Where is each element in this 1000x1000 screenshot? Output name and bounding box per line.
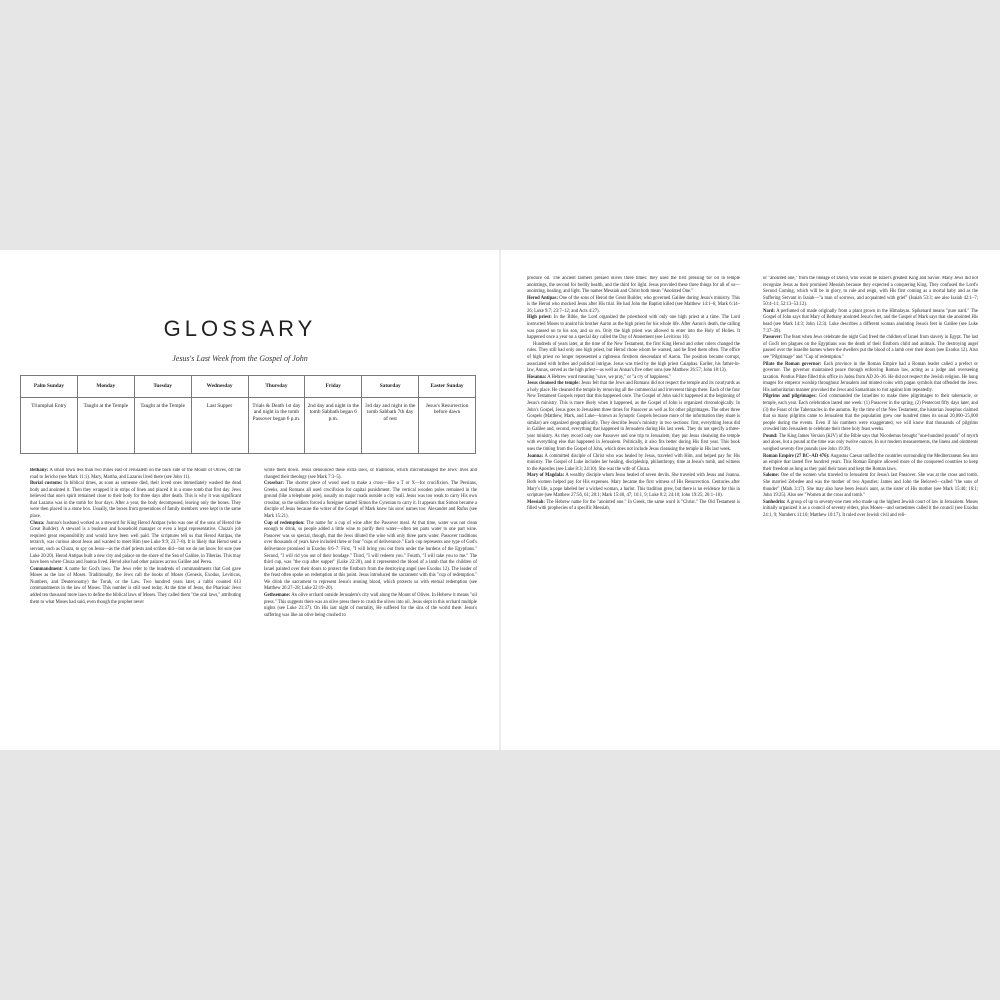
glossary-term: High priest:: [527, 315, 552, 321]
glossary-term: Bethany:: [30, 468, 49, 473]
left-page: [0, 250, 499, 750]
glossary-entry: [763, 473, 978, 499]
glossary-term: Commandment:: [30, 566, 63, 572]
glossary-definition: The shorter piece of wood used to make a cross—like a T or X—for crucifixion. The Persians, Greeks, and Romans all used crucifixion for capital punishment. The vertical wooden poles remained in the ground (like a telephone pole), usually on major roads outside a city wall. Jesus was too weak to carry His own crossbar, so the soldiers forced a foreigner named Simon the Cyrenian to carry it. It appears that Simon became a disciple of Jesus because the writer of the Gospel of Mark knew his sons' names too: Alexander and Rufus (see Mark 15:21).: [264, 481, 477, 520]
table-cell: 2nd day and night in the tomb Sabbath began 6 p.m.: [305, 398, 362, 454]
glossary-definition: In the Bible, the Lord organized the priesthood with only one high priest at a time. The Lord instructed Moses to anoint his brother Aaron as the high priest for his whole life. After Aaron's death, the calling was passed on to his son, and so on. Only the high priest was allowed to enter into the Holy of Holies. It happened once a year on a special day called the Day of Atonement (see Leviticus 16).: [527, 315, 740, 341]
table-header-cell: Thursday: [248, 376, 305, 398]
glossary-entry: [527, 500, 740, 513]
glossary-entry: [763, 434, 978, 454]
book-spread: [0, 250, 1000, 750]
glossary-definition: Joanna's husband worked as a steward for King Herod Antipas (who was one of the sons of Herod the Great Builder). A steward is a business and household manager or even a legal representative. Chuza's job required great responsibility and would have been well paid. The scriptures tell us that Herod Antipas, the tetrarch, was curious about Jesus and wanted to meet Him (see Luke 9:9; 23:7–8). It is likely that Herod sent a servant, such as Chuza, to spy on Jesus—as the chief priests and scribes did—but we do not know for sure (see Luke 20:20). Herod Antipas built a new city and palace on the shore of the Sea of Galilee, in Tiberias. This may have been where Chuza and Joanna lived. Herod also had other palaces across Galilee and Perea.: [30, 520, 241, 566]
glossary-term: Hosanna:: [527, 374, 547, 380]
glossary-entry: [527, 375, 740, 382]
glossary-column-2: [256, 468, 477, 750]
glossary-entry: [30, 521, 241, 567]
table-header-cell: Monday: [77, 376, 134, 398]
glossary-entry: [763, 394, 978, 433]
glossary-entry: [527, 315, 740, 374]
glossary-definition: The name for a cup of wine after the Passover meal. At that time, water was not clean enough to drink, so people added a little wine to purify their water—often ten parts water to one part wine. Passover was so special, though, that the Jews diluted the wine with only three parts water. Passover traditions over thousands of years have included three or four "cups of deliverance." Each cup represents one type of God's deliverance promised in Exodus 6:6–7: First, "I will bring you out from under the burdens of the Egyptians." Second, "I will rid you out of their bondage." Third, "I will redeem you." Fourth, "I will take you to me." The third cup, was "the cup after supper" (Luke 22:20), and it represented the blood of a lamb that the children of Israel painted over their doors to protect the firstborn from the destroying angel (see Exodus 12). The leader of the feast often spoke on redemption at this point. Jesus introduced the sacrament with this "cup of redemption." We drink the sacrament to represent Jesus's atoning blood, which protects us with eternal redemption (see Matthew 26:27–28; Luke 22:19–20).: [264, 520, 477, 592]
glossary-column-4: [755, 276, 978, 750]
glossary-term: Passover:: [763, 335, 783, 341]
glossary-definition: One of the sons of Herod the Great Builder, who governed Galilee during Jesus's ministry. This is the Herod who mocked Jesus after His trial. He had John the Baptist killed (see Matthew 14:1–6; Mark 6:14–26; Luke 9:7; 23:7–12; and Acts 4:27).: [527, 295, 740, 314]
glossary-entry: [30, 468, 241, 481]
glossary-entry: [527, 454, 740, 474]
table-header-cell: Easter Sunday: [419, 376, 476, 398]
glossary-entry: [30, 567, 241, 606]
glossary-term: Salome:: [763, 473, 780, 479]
glossary-term: Jesus cleansed the temple:: [527, 381, 580, 387]
glossary-entry: [264, 521, 477, 593]
glossary-definition: A committed disciple of Christ who was healed by Jesus, traveled with Him, and helped pay for His ministry. The Gospel of Luke includes her healing, discipleship, philanthropy, time at Jesus's tomb, and witness to the Apostles (see Luke 8:3; 24:10). She was the wife of Chuza.: [527, 453, 740, 472]
glossary-definition: A name for God's laws. The Jews refer to the hundreds of commandments that God gave Moses as the law of Moses. Traditionally, the Jews call the books of Moses (Genesis, Exodus, Leviticus, Numbers, and Deuteronomy) the Torah, or the Law. Two hundred years later, a rabbi counted 613 commandments in the law of Moses. This number is still used today. At the time of Jesus, the Pharisaic Jews added ten thousand more laws to define the biblical laws of Moses. They called them "the oral laws," attributing them to what Moses had said, even though the prophet never: [30, 566, 241, 605]
glossary-definition: The Hebrew name for the "anointed one." In Greek, the same word is "Christ." The Old Testament is filled with prophecies of a specific Messiah,: [527, 499, 740, 512]
glossary-definition: The feast when Jews celebrate the night God freed the children of Israel from slavery in Egypt. The last of God's ten plagues on the Egyptians was the death of their firstborn child and animals. The destroying angel passed over the Israelite homes where the dwellers put the blood of a lamb over their doors (see Exodus 12). Also see "Pilgrimage" and "Cup of redemption.": [763, 335, 978, 360]
glossary-term: Joanna:: [527, 453, 544, 459]
glossary-term: Messiah:: [527, 499, 545, 505]
glossary-definition: A group of up to seventy-one men who made up the highest Jewish court of law in Jerusalem. Moses initially organized it as a council of seventy elders, plus Moses—and sometimes called it the council (see Exodus 24:1, 9; Numbers 11:16; Matthew 10:17). It ruled over Jewish civil and reli-: [763, 499, 978, 518]
glossary-list: [755, 276, 978, 519]
glossary-definition: A Hebrew word meaning "save, we pray," or "a cry of happiness.": [546, 374, 672, 380]
table-header-cell: Palm Sunday: [21, 376, 78, 398]
glossary-list: [519, 276, 740, 513]
table-cell: Taught at the Temple: [134, 398, 191, 454]
page-title: GLOSSARY: [163, 316, 317, 341]
glossary-term: Herod Antipas:: [527, 295, 558, 301]
table-header-cell: Wednesday: [191, 376, 248, 398]
table-row: [21, 398, 476, 454]
glossary-entry: [527, 381, 740, 453]
glossary-column-3: [519, 276, 740, 750]
table-cell: Last Supper: [191, 398, 248, 454]
glossary-definition: Each province in the Roman Empire had a Roman leader called a prefect or governor. The governor maintained peace through enforcing Roman law, acting as a judge and overseeing taxation. Pontius Pilate filled this office in Judea from AD 26–36. He did not respect the Jewish religion. He hung images for emperor worship throughout Jerusalem and minted coins with pagan symbols that offended the Jews. His authoritarian manner provoked the Jews and Samaritans to riot against him repeatedly.: [763, 361, 978, 393]
glossary-list: [22, 468, 241, 606]
glossary-definition-paragraph: Hundreds of years later, at the time of the New Testament, the first King Herod and other rulers changed the rules. They still had only one high priest, but Herod chose whom he wanted, and he fired them often. The office of high priest no longer represented a righteous firstborn descendant of Aaron. The position became corrupt, associated with bribes and political intrigue. Jesus was tried by the high priest Caiaphas. Earlier, his father-in-law, Annas, served as the high priest—as well as Annas's five other sons (see Matthew 26:57; John 18:13).: [527, 341, 740, 374]
glossary-term: Pound:: [763, 433, 778, 439]
table-header-cell: Tuesday: [134, 376, 191, 398]
glossary-definition: One of the women who traveled to Jerusalem for Jesus's last Passover. She was at the cross and tomb. She married Zebedee and was the mother of two Apostles: James and John the Beloved—called "the sons of thunder" (Mark 3:17). She may also have been Jesus's aunt, as the sister of His mother (see Mark 15:40; 16:1; John 19:25). Also see "Women at the cross and tomb.": [763, 473, 978, 499]
glossary-definition: A perfumed oil made originally from a plant grown in the Himalayas. Spikenard means "pure nard." The Gospel of John says that Mary of Bethany anointed Jesus's feet, and the Gospel of Mark says that she anointed His head (see Mark 14:3; John 12:3). Luke describes a different woman anointing Jesus's feet in Galilee (see Luke 7:37–39).: [763, 308, 978, 334]
glossary-term: Burial customs:: [30, 481, 63, 487]
glossary-entry: [264, 481, 477, 520]
glossary-entry: [264, 468, 477, 481]
glossary-definition: A small town less than two miles east of Jerusalem on the back side of the Mount of Olives, off the road to Jericho (see Mark 11:1). Mary, Martha, and Lazarus lived there (see John 11).: [30, 468, 241, 480]
glossary-term: Gethsemane:: [264, 592, 291, 598]
glossary-term: Roman Empire (27 BC–AD 476):: [763, 453, 830, 459]
table-header-cell: Saturday: [362, 376, 419, 398]
glossary-definition: or "anointed one," from the lineage of David, who would be Israel's greatest King and Savior. Many Jews did not recognize Jesus as their promised Messiah because they expected a conquering King. They confused the Lord's Second Coming, which will be in glory, to rule and reign, with His first coming as a mortal baby and as the Suffering Servant in Isaiah—"a man of sorrows, and acquainted with grief" (Isaiah 53:3; see also Isaiah 42:1–7; 50:4–11; 52:13–53:12).: [763, 276, 978, 308]
glossary-definition: In biblical times, as soon as someone died, their loved ones immediately washed the dead body and anointed it. Then they wrapped it in strips of linen and placed it in a stone tomb that first day. Jews believed that one's spirit remained close to their body for three days after death. This is why it was significant that Lazarus was in the tomb for four days. After a year, the body decomposed, leaving only the bones. They were then placed in a stone box. Usually, the boxes from generations of family members were kept in the same place.: [30, 481, 241, 520]
right-page: [501, 250, 1000, 750]
last-week-table: [20, 375, 476, 454]
glossary-entry: [527, 473, 740, 499]
glossary-term: Sanhedrin:: [763, 499, 786, 505]
glossary-definition: A wealthy disciple whom Jesus healed of seven devils. She traveled with Jesus and Joanna. Both women helped pay for His expenses. Mary became the first witness of His Resurrection. Centuries after Mary's life, a pope labeled her a wicked woman, a harlot. This tradition grew, but there is no evidence for this in scripture (see Matthew 27:56, 61; 28:1; Mark 15:40, 47; 16:1, 9; Luke 8:2; 24:10; John 19:25; 20:1–18).: [527, 473, 740, 499]
glossary-term: Mary of Magdala:: [527, 473, 565, 479]
glossary-entry: [527, 296, 740, 316]
glossary-definition: produce oil. The ancient farmers pressed olives three times: they used the first pressing for oil in temple anointings, the second for bodily health, and the third for light. Jesus provided these three things for all of us—anointing, healing, and light. The names Messiah and Christ both mean "Anointed One.": [527, 276, 740, 295]
table-cell: 3rd day and night in the tomb Sabbath 7th day of rest: [362, 398, 419, 454]
table-caption: Jesus's Last Week from the Gospel of John: [172, 354, 308, 363]
glossary-term: Cup of redemption:: [264, 520, 305, 526]
table-cell: Trials & Death 1st day and night in the tomb Passover began 6 p.m.: [248, 398, 305, 454]
table-header-cell: Friday: [305, 376, 362, 398]
table-cell: Triumphal Entry: [21, 398, 78, 454]
glossary-entry: [763, 335, 978, 361]
glossary-entry: [527, 276, 740, 296]
glossary-entry: [763, 276, 978, 309]
table-cell: Jesus's Resurrection before dawn: [419, 398, 476, 454]
glossary-term: Pilate the Roman governor:: [763, 361, 822, 367]
glossary-definition: The King James Version (KJV) of the Bible says that Nicodemus brought "one-hundred pounds" of myrrh and aloes, but a pound at the time was only twelve ounces. In our modern measurements, the linens and ointments weighed seventy-five pounds (see John 19:39).: [763, 433, 978, 453]
glossary-column-1: [22, 468, 241, 750]
glossary-term: Nard:: [763, 308, 775, 314]
glossary-term: Chuza:: [30, 520, 45, 526]
glossary-definition: Jesus felt that the Jews and Romans did not respect the temple and its courtyards as a holy place. He cleansed the temple by removing all the commercial and irreverent things there. Each of the four New Testament Gospels report that this happened once. The Gospel of John said it happened at the beginning of Jesus's ministry. This is more likely when it happened, as the Gospel of John is organized chronologically. In John's Gospel, Jesus goes to Jerusalem three times for Passover as well as for other pilgrimages. The other three Gospels (Matthew, Mark, and Luke—known as Synoptic Gospels because more of the information they share is similar) are organized geographically. They describe Jesus's ministry in two sections: first, everything Jesus did in Galilee and, second, everything that happened in Jerusalem during His last week. They do not specify a three-year ministry. As they record only one Passover and one trip to Jerusalem, they put Jesus cleansing the temple with everything else that happened in Jerusalem. Politically, it also fits better during His first year. This book uses the timing from the Gospel of John, which does not include Jesus cleansing the temple in His last week.: [527, 381, 740, 453]
table-header-row: [21, 376, 476, 398]
glossary-definition: Augustus Caesar unified the countries surrounding the Mediterranean Sea into an empire that lasted five hundred years. This Roman Empire allowed more of the conquered countries to keep their freedom as long as they paid their taxes and kept the Roman laws.: [763, 453, 978, 472]
glossary-entry: [30, 481, 241, 520]
glossary-entry: [763, 454, 978, 474]
glossary-term: Pilgrims and pilgrimages:: [763, 394, 817, 400]
glossary-entry: [264, 593, 477, 619]
glossary-definition: God commanded the Israelites to make three pilgrimages to their tabernacle, or temple, each year. Each celebration lasted one week: (1) Passover in the spring, (2) Pentecost fifty days later, and (3) the Feast of the Tabernacles in the autumn. By the time of the New Testament, the historian Josephus claimed that so many pilgrims came to Jerusalem that the population grew one hundred times its usual 20,000–25,000 people during the events. Even if his numbers were exaggerated, we will know that thousands of pilgrims crowded into Jerusalem to celebrate their three holy feast weeks.: [763, 394, 978, 433]
glossary-list: [256, 468, 477, 619]
glossary-entry: [763, 362, 978, 395]
glossary-definition: An olive orchard outside Jerusalem's city wall along the Mount of Olives. In Hebrew it means "oil press." This suggests there was an olive press there to crush the olives into oil. Jesus slept in this orchard multiple nights (see Luke 21:37). On His last night of mortality, He suffered for the sins of the world there. Jesus's suffering was like an olive being crushed to: [264, 592, 477, 618]
glossary-definition: wrote them down. Jesus denounced these extra laws, or traditions, which micromanaged the Jews' lives and changed their theology (see Mark 7:3–5).: [264, 468, 477, 480]
glossary-entry: [763, 500, 978, 520]
glossary-entry: [763, 309, 978, 335]
glossary-term: Crossbar:: [264, 481, 284, 487]
table-cell: Taught at the Temple: [77, 398, 134, 454]
